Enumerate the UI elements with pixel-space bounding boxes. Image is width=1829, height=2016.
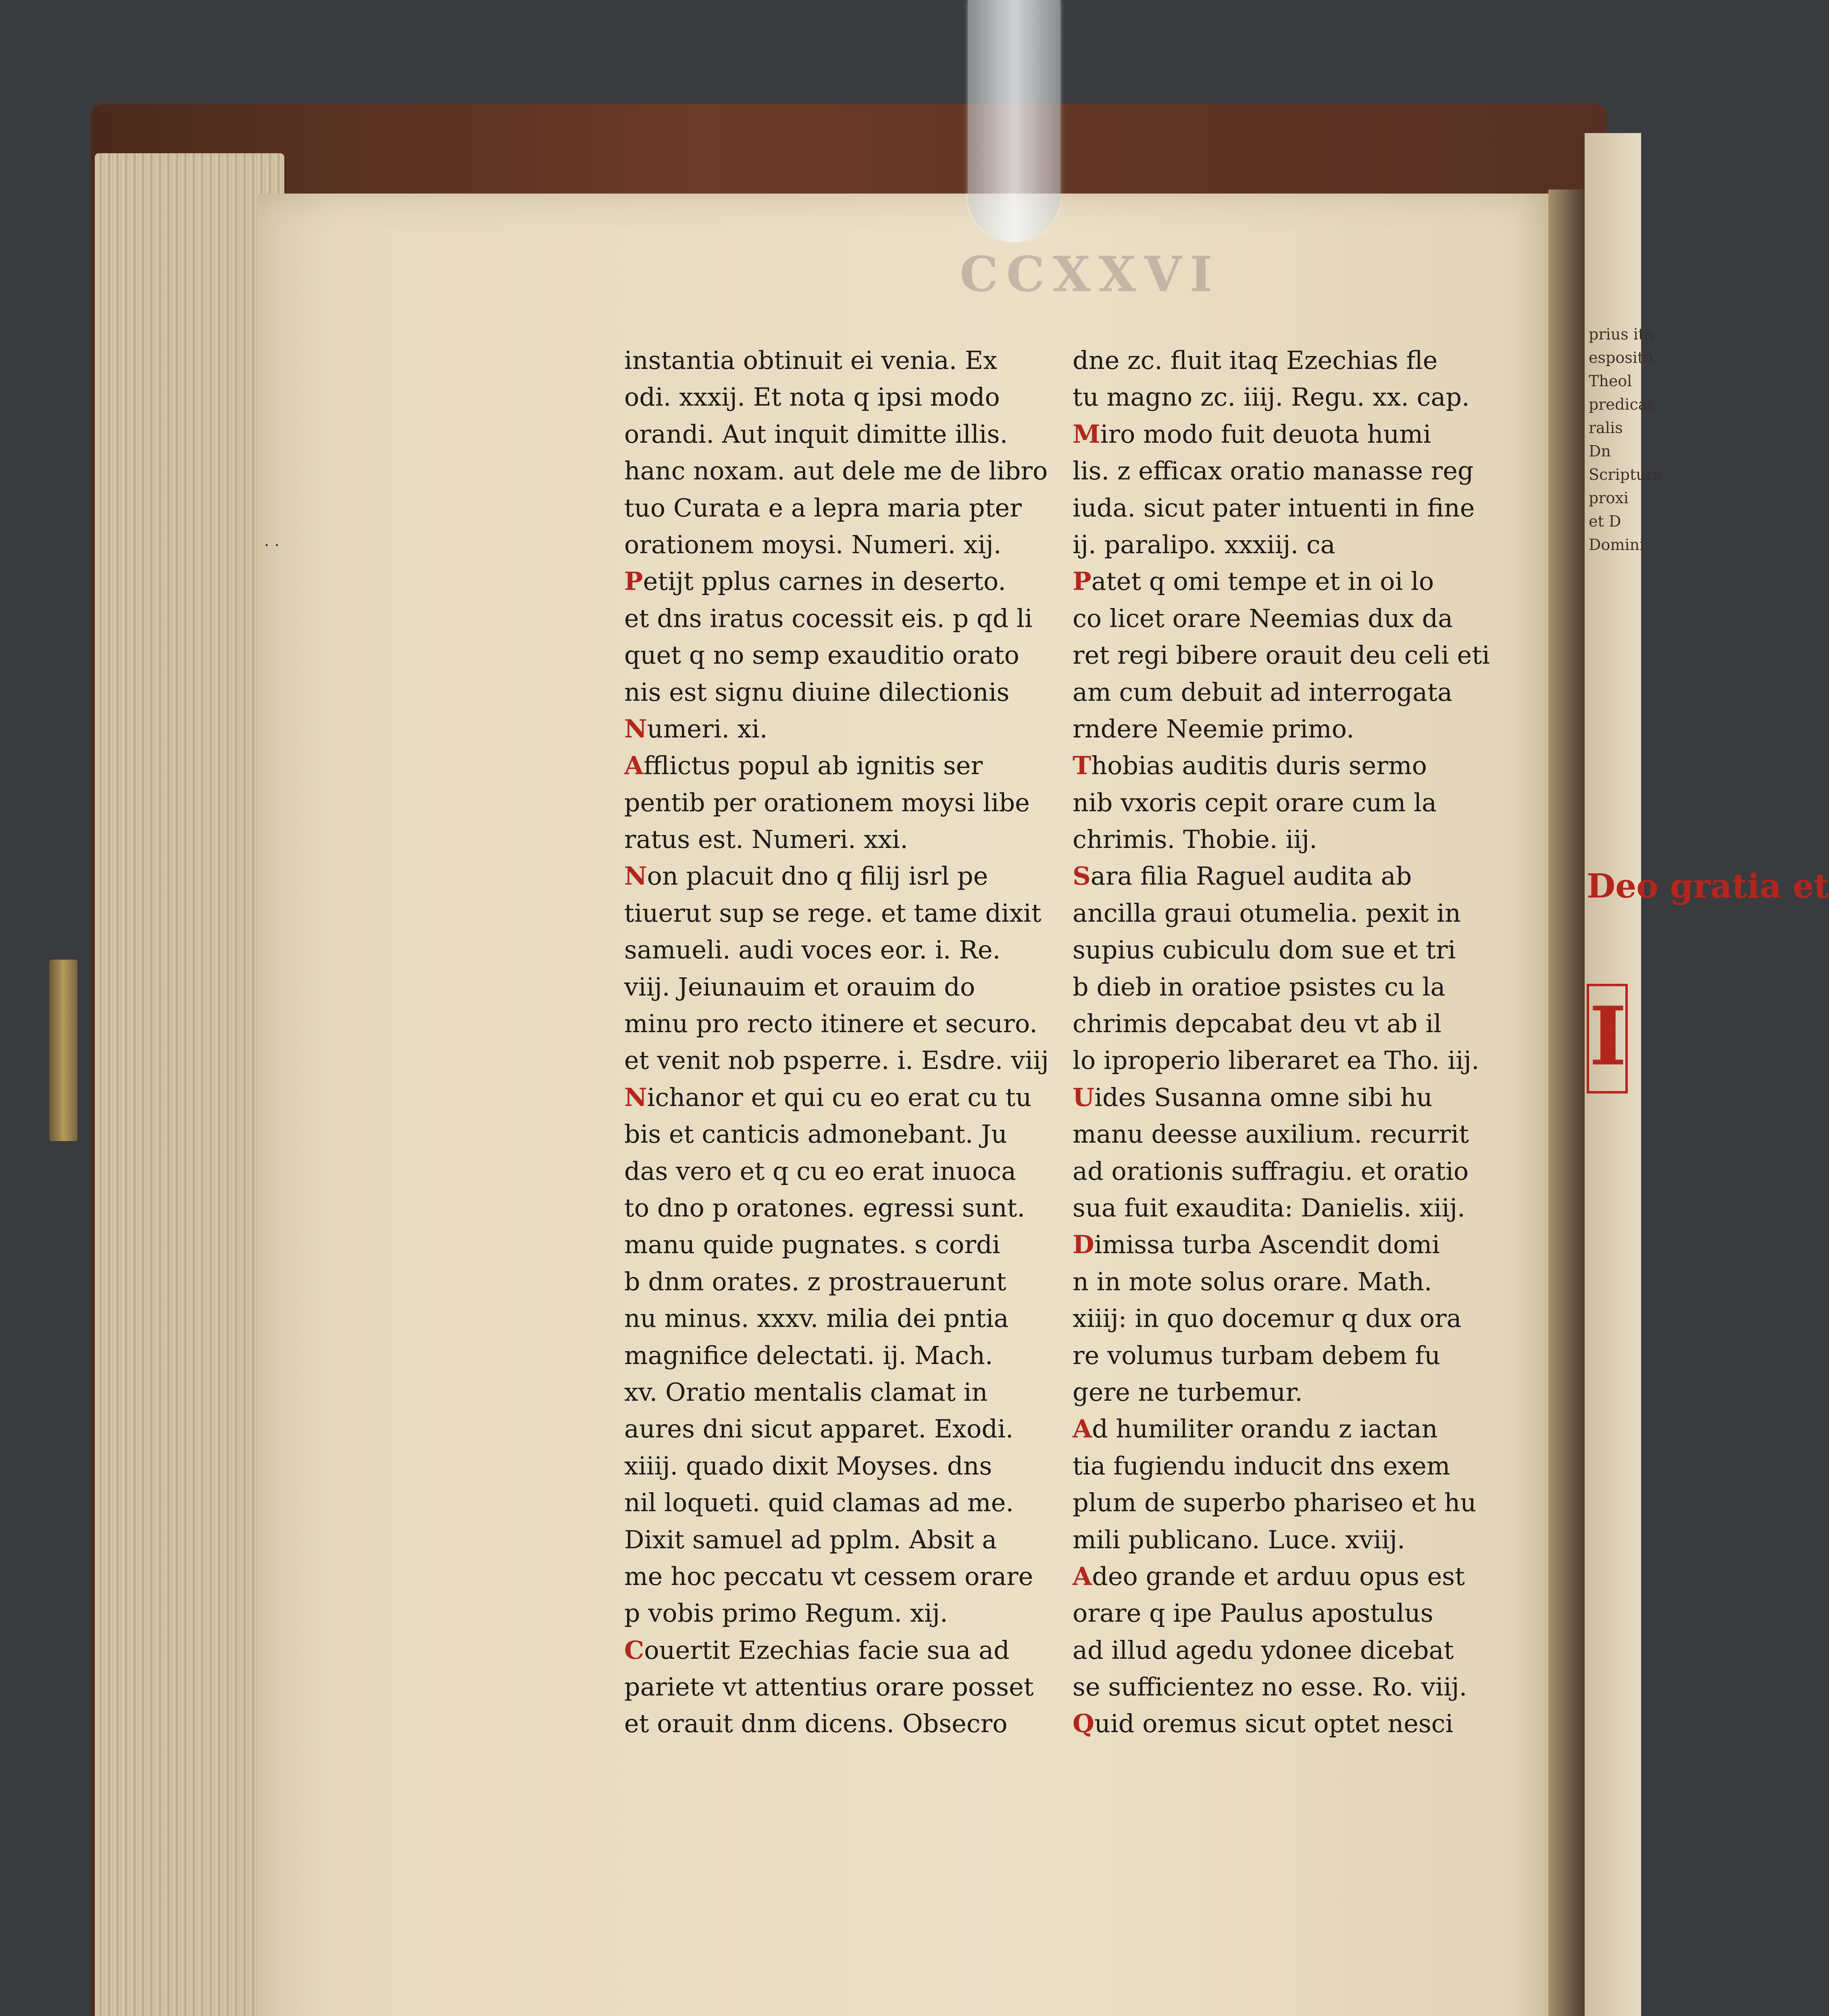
- right-page-heading: Deo gratia et: [1587, 867, 1829, 906]
- text-line: hanc noxam. aut dele me de libro: [624, 456, 1048, 486]
- text-line: samueli. audi voces eor. i. Re.: [624, 935, 1001, 965]
- text-line: orationem moysi. Numeri. xij.: [624, 529, 1002, 559]
- text-line: manu deesse auxilium. recurrit: [1073, 1119, 1469, 1149]
- text-line: prius ita: [1589, 325, 1654, 343]
- text-line: odi. xxxij. Et nota q ipsi modo: [624, 382, 1000, 412]
- margin-marks: · ·: [264, 536, 280, 555]
- text-line: bis et canticis admonebant. Ju: [624, 1119, 1007, 1149]
- text-line: nis est signu diuine dilectionis: [624, 677, 1010, 707]
- text-line: lis. z efficax oratio manasse reg: [1073, 456, 1474, 486]
- text-line: xv. Oratio mentalis clamat in: [624, 1377, 988, 1407]
- text-line: das vero et q cu eo erat inuoca: [624, 1156, 1016, 1186]
- text-line: rndere Neemie primo.: [1073, 714, 1354, 744]
- text-line: iuda. sicut pater intuenti in fine: [1073, 493, 1475, 523]
- text-line: Afflictus popul ab ignitis ser: [624, 751, 983, 781]
- text-line: Ad humiliter orandu z iactan: [1073, 1414, 1438, 1444]
- text-line: quet q no semp exauditio orato: [624, 640, 1020, 670]
- text-line: Non placuit dno q filij isrl pe: [624, 861, 988, 891]
- page-fore-edge: [95, 153, 284, 2016]
- right-text-column: [1073, 342, 1524, 1742]
- right-page-fragments: [1589, 323, 1662, 556]
- text-line: Domini: [1589, 536, 1645, 554]
- text-line: p vobis primo Regum. xij.: [624, 1598, 948, 1628]
- text-line: orare q ipe Paulus apostulus: [1073, 1598, 1433, 1628]
- text-line: dne zc. fluit itaq Ezechias fle: [1073, 346, 1438, 375]
- text-line: orandi. Aut inquit dimitte illis.: [624, 419, 1008, 449]
- text-line: pariete vt attentius orare posset: [624, 1672, 1034, 1702]
- text-line: Nichanor et qui cu eo erat cu tu: [624, 1082, 1032, 1112]
- text-line: Miro modo fuit deuota humi: [1073, 419, 1431, 449]
- text-line: predicat: [1589, 396, 1654, 413]
- text-line: xiiij: in quo docemur q dux ora: [1073, 1304, 1462, 1333]
- text-line: n in mote solus orare. Math.: [1073, 1266, 1432, 1296]
- text-line: Adeo grande et arduu opus est: [1073, 1561, 1465, 1591]
- text-line: ancilla graui otumelia. pexit in: [1073, 898, 1461, 928]
- text-line: Sara filia Raguel audita ab: [1073, 861, 1412, 891]
- text-line: b dieb in oratioe psistes cu la: [1073, 972, 1446, 1002]
- text-line: ralis: [1589, 419, 1623, 437]
- right-page-initial: I: [1587, 984, 1628, 1093]
- text-line: tiuerut sup se rege. et tame dixit: [624, 898, 1042, 928]
- text-line: se sufficientez no esse. Ro. viij.: [1073, 1672, 1467, 1702]
- text-line: Dn: [1589, 442, 1611, 460]
- text-line: Petijt pplus carnes in deserto.: [624, 566, 1006, 596]
- text-line: nib vxoris cepit orare cum la: [1073, 787, 1437, 817]
- text-line: co licet orare Neemias dux da: [1073, 603, 1453, 633]
- text-line: me hoc peccatu vt cessem orare: [624, 1561, 1033, 1591]
- text-line: re volumus turbam debem fu: [1073, 1340, 1441, 1370]
- text-line: supius cubiculu dom sue et tri: [1073, 935, 1456, 965]
- text-line: Theol: [1589, 372, 1632, 390]
- text-line: b dnm orates. z prostrauerunt: [624, 1266, 1006, 1296]
- text-line: tuo Curata e a lepra maria pter: [624, 493, 1022, 523]
- text-line: Quid oremus sicut optet nesci: [1073, 1709, 1454, 1739]
- text-line: ad orationis suffragiu. et oratio: [1073, 1156, 1469, 1186]
- text-line: mili publicano. Luce. xviij.: [1073, 1524, 1405, 1554]
- text-line: ij. paralipo. xxxiij. ca: [1073, 529, 1335, 559]
- text-line: et venit nob psperre. i. Esdre. viij: [624, 1045, 1049, 1075]
- text-line: plum de superbo phariseo et hu: [1073, 1488, 1477, 1518]
- folio-number: CCXXVI: [960, 246, 1221, 303]
- text-line: xiiij. quado dixit Moyses. dns: [624, 1451, 992, 1481]
- text-line: lo iproperio liberaret ea Tho. iij.: [1073, 1045, 1479, 1075]
- text-line: chrimis depcabat deu vt ab il: [1073, 1009, 1442, 1039]
- text-line: et D: [1589, 512, 1621, 530]
- text-line: gere ne turbemur.: [1073, 1377, 1303, 1407]
- text-line: minu pro recto itinere et securo.: [624, 1009, 1037, 1039]
- text-line: Patet q omi tempe et in oi lo: [1073, 566, 1434, 596]
- text-line: chrimis. Thobie. iij.: [1073, 825, 1317, 854]
- text-line: Numeri. xi.: [624, 714, 768, 744]
- text-line: to dno p oratones. egressi sunt.: [624, 1193, 1025, 1223]
- text-line: aures dni sicut apparet. Exodi.: [624, 1414, 1014, 1444]
- glass-strap-top: [968, 0, 1060, 242]
- text-line: manu quide pugnates. s cordi: [624, 1230, 1000, 1260]
- text-line: et dns iratus cocessit eis. p qd li: [624, 603, 1033, 633]
- text-line: nu minus. xxxv. milia dei pntia: [624, 1304, 1009, 1333]
- text-line: esposito: [1589, 349, 1653, 367]
- metal-clasp: [49, 960, 77, 1141]
- text-line: am cum debuit ad interrogata: [1073, 677, 1452, 707]
- text-line: Scriptura: [1589, 466, 1662, 483]
- text-line: instantia obtinuit ei venia. Ex: [624, 346, 998, 375]
- left-text-column: [624, 342, 1076, 1742]
- text-line: Uides Susanna omne sibi hu: [1073, 1082, 1433, 1112]
- text-line: nil loqueti. quid clamas ad me.: [624, 1488, 1014, 1518]
- text-line: et orauit dnm dicens. Obsecro: [624, 1709, 1008, 1739]
- text-line: ratus est. Numeri. xxi.: [624, 825, 908, 854]
- text-line: viij. Jeiunauim et orauim do: [624, 972, 975, 1002]
- text-line: Couertit Ezechias facie sua ad: [624, 1635, 1010, 1665]
- text-line: tu magno zc. iiij. Regu. xx. cap.: [1073, 382, 1470, 412]
- text-line: magnifice delectati. ij. Mach.: [624, 1340, 993, 1370]
- text-line: proxi: [1589, 489, 1629, 507]
- text-line: Dimissa turba Ascendit domi: [1073, 1230, 1440, 1260]
- text-line: sua fuit exaudita: Danielis. xiij.: [1073, 1193, 1465, 1223]
- text-line: tia fugiendu inducit dns exem: [1073, 1451, 1450, 1481]
- text-line: ad illud agedu ydonee dicebat: [1073, 1635, 1454, 1665]
- text-line: ret regi bibere orauit deu celi eti: [1073, 640, 1490, 670]
- text-line: Dixit samuel ad pplm. Absit a: [624, 1524, 997, 1554]
- text-line: pentib per orationem moysi libe: [624, 787, 1030, 817]
- text-line: Thobias auditis duris sermo: [1073, 751, 1427, 781]
